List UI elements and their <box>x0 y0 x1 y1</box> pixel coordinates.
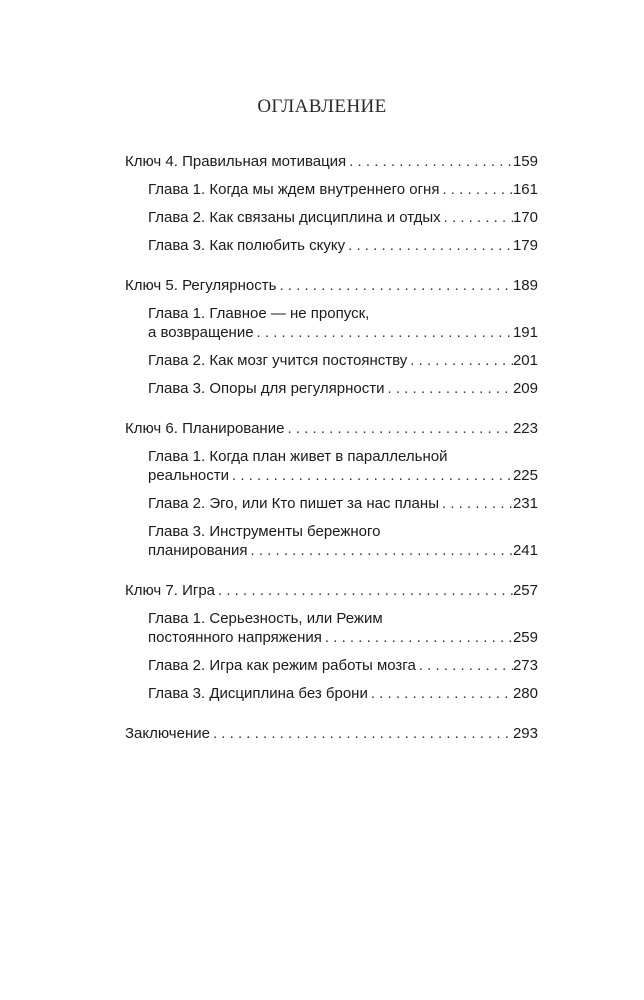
toc-page-number: 225 <box>512 467 538 484</box>
toc-entry-title: планирования <box>148 542 248 559</box>
dot-leader <box>276 276 513 295</box>
toc-entry-key[interactable] <box>125 152 538 171</box>
dot-leader <box>439 180 513 199</box>
toc-page-number: 170 <box>512 209 538 226</box>
dot-leader <box>248 541 513 560</box>
toc-entry-key[interactable] <box>125 419 538 438</box>
toc-entry-chapter[interactable] <box>148 180 538 199</box>
dot-leader <box>215 581 513 600</box>
toc-page-number: 293 <box>512 725 538 742</box>
toc-page-number: 161 <box>512 181 538 198</box>
toc-page-number: 241 <box>512 542 538 559</box>
toc-entry-title-line: Глава 1. Главное — не пропуск, <box>148 305 370 322</box>
toc-page-number: 159 <box>512 153 538 170</box>
toc-section-key-7 <box>125 581 538 703</box>
table-of-contents <box>125 152 538 752</box>
toc-entry-chapter[interactable] <box>148 656 538 675</box>
toc-entry-chapter[interactable] <box>148 304 538 342</box>
toc-section-conclusion <box>125 724 538 743</box>
toc-entry-title-line: Глава 3. Инструменты бережного <box>148 523 381 540</box>
toc-page-number: 223 <box>512 420 538 437</box>
dot-leader <box>345 236 513 255</box>
toc-page-number: 189 <box>512 277 538 294</box>
toc-entry-last-line <box>148 541 538 560</box>
toc-page-number: 191 <box>512 324 538 341</box>
toc-entry-chapter[interactable] <box>148 351 538 370</box>
toc-entry-title: постоянного напряжения <box>148 629 322 646</box>
toc-page-number: 273 <box>512 657 538 674</box>
toc-entry-title: Глава 2. Как мозг учится постоянству <box>148 352 408 369</box>
toc-entry-title: Ключ 5. Регулярность <box>125 277 277 294</box>
toc-section-key-6 <box>125 419 538 560</box>
toc-entry-chapter[interactable] <box>148 447 538 485</box>
toc-entry-chapter[interactable] <box>148 236 538 255</box>
dot-leader <box>284 419 513 438</box>
toc-entry-title: Ключ 6. Планирование <box>125 420 285 437</box>
toc-entry-title-line: Глава 1. Серьезность, или Режим <box>148 610 383 627</box>
toc-entry-chapter[interactable] <box>148 379 538 398</box>
dot-leader <box>322 628 513 647</box>
toc-page-number: 280 <box>512 685 538 702</box>
dot-leader <box>407 351 513 370</box>
dot-leader <box>254 323 513 342</box>
toc-entry-chapter[interactable] <box>148 522 538 560</box>
toc-entry-title: Глава 2. Игра как режим работы мозга <box>148 657 416 674</box>
toc-entry-title: Глава 2. Как связаны дисциплина и отдых <box>148 209 441 226</box>
toc-page-number: 201 <box>512 352 538 369</box>
toc-entry-key[interactable] <box>125 581 538 600</box>
toc-entry-title: Глава 2. Эго, или Кто пишет за нас планы <box>148 495 439 512</box>
toc-page-number: 179 <box>512 237 538 254</box>
toc-entry-chapter[interactable] <box>148 684 538 703</box>
toc-entry-conclusion[interactable] <box>125 724 538 743</box>
dot-leader <box>229 466 513 485</box>
dot-leader <box>439 494 513 513</box>
toc-section-key-5 <box>125 276 538 398</box>
dot-leader <box>368 684 513 703</box>
toc-entry-title: Ключ 7. Игра <box>125 582 216 599</box>
dot-leader <box>210 724 513 743</box>
toc-entry-last-line <box>148 466 538 485</box>
toc-entry-title: а возвращение <box>148 324 254 341</box>
toc-entry-title: реальности <box>148 467 229 484</box>
page-title: ОГЛАВЛЕНИЕ <box>257 96 387 117</box>
toc-entry-title-line: Глава 1. Когда план живет в параллельной <box>148 448 448 465</box>
toc-entry-chapter[interactable] <box>148 208 538 227</box>
toc-section-key-4 <box>125 152 538 255</box>
toc-page-number: 257 <box>512 582 538 599</box>
toc-entry-last-line <box>148 323 538 342</box>
toc-entry-title: Глава 1. Когда мы ждем внутреннего огня <box>148 181 440 198</box>
toc-entry-chapter[interactable] <box>148 609 538 647</box>
dot-leader <box>385 379 513 398</box>
dot-leader <box>346 152 513 171</box>
toc-entry-title: Заключение <box>125 725 210 742</box>
dot-leader <box>441 208 513 227</box>
toc-entry-title: Глава 3. Дисциплина без брони <box>148 685 368 702</box>
toc-page-number: 209 <box>512 380 538 397</box>
toc-page-number: 231 <box>512 495 538 512</box>
toc-entry-title: Глава 3. Как полюбить скуку <box>148 237 346 254</box>
toc-entry-key[interactable] <box>125 276 538 295</box>
toc-entry-title: Глава 3. Опоры для регулярности <box>148 380 385 397</box>
toc-page-number: 259 <box>512 629 538 646</box>
dot-leader <box>416 656 513 675</box>
toc-entry-last-line <box>148 628 538 647</box>
toc-entry-chapter[interactable] <box>148 494 538 513</box>
toc-entry-title: Ключ 4. Правильная мотивация <box>125 153 347 170</box>
